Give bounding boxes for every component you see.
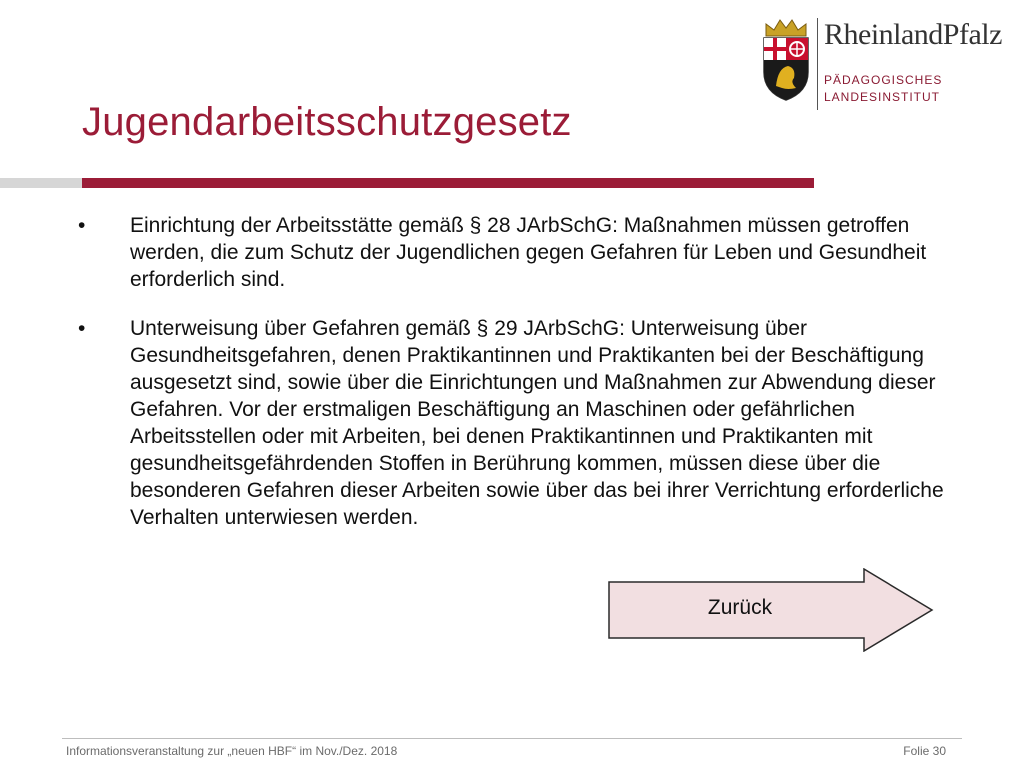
bullet-marker: • — [78, 317, 86, 340]
title-rule-accent — [82, 178, 814, 188]
back-button[interactable] — [608, 568, 934, 652]
logo-subtitle-line-1: PÄDAGOGISCHES — [824, 73, 943, 87]
slide-number: Folie 30 — [903, 744, 946, 758]
logo-subtitle — [824, 72, 942, 106]
title-rule-grey — [0, 178, 82, 188]
logo-subtitle-line-2: LANDESINSTITUT — [824, 90, 941, 104]
bullet-marker: • — [78, 214, 86, 237]
footer-divider — [62, 738, 962, 739]
logo-wordmark: RheinlandPfalz — [824, 18, 1002, 51]
coat-of-arms-icon — [760, 16, 812, 102]
bullet-text: Unterweisung über Gefahren gemäß § 29 JArbSchG: Unterweisung über Gesundheitsgefahren, denen Praktikantinnen und Praktikanten bei der Beschäftigung ausgesetzt sind, sowie über die Einrichtungen und Maßnahmen zur Abwendung dieser Gefahren. Vor der erstmaligen Beschäftigung an Maschinen oder gefährlichen Arbeitsstellen oder mit Arbeiten, bei denen Praktikantinnen und Praktikanten mit gesundheitsgefährdenden Stoffen in Berührung kommen, müssen diese über die besonderen Gefahren dieser Arbeiten sowie über das bei ihrer Verrichtung erforderliche Verhalten unterwiesen werden. — [130, 317, 944, 529]
rheinland-pfalz-logo — [760, 16, 1000, 112]
back-button-label: Zurück — [707, 596, 773, 619]
footer-event-info: Informationsveranstaltung zur „neuen HBF“ im Nov./Dez. 2018 — [66, 744, 398, 758]
slide-content — [78, 212, 958, 553]
logo-divider — [817, 18, 818, 110]
slide-title: Jugendarbeitsschutzgesetz — [82, 100, 572, 144]
bullet-text: Einrichtung der Arbeitsstätte gemäß § 28 JArbSchG: Maßnahmen müssen getroffen werden, die zum Schutz der Jugendlichen gegen Gefahren für Leben und Gesundheit erforderlich sind. — [130, 214, 927, 291]
bullet-item — [78, 212, 958, 293]
bullet-item — [78, 315, 958, 531]
